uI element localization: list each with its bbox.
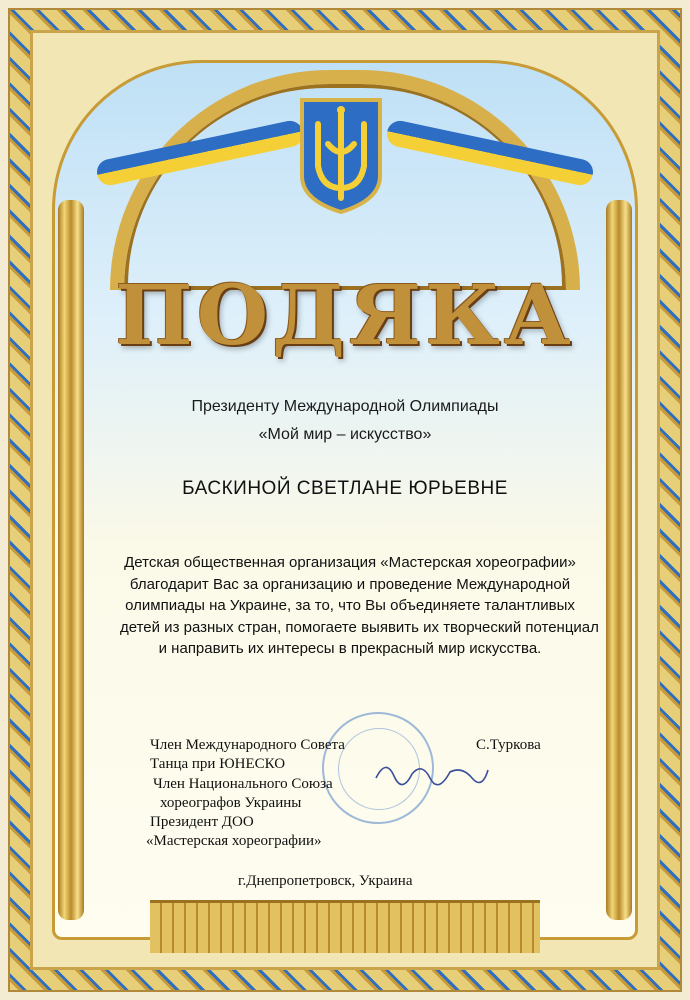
signatory-name: С.Туркова — [476, 737, 541, 753]
olympiad-name: «Мой мир – искусство» — [258, 426, 432, 443]
place: г.Днепропетровск, Украина — [238, 873, 413, 889]
handwritten-signature — [372, 752, 492, 792]
text-line: олимпиады на Украине, за то, что Вы объединяете талантливых — [125, 597, 575, 614]
signatory-title-line: Член Национального Союза — [153, 776, 333, 792]
text-line: детей из разных стран, помогаете выявить их творческий потенциал — [120, 618, 599, 636]
pillar-base — [150, 900, 540, 953]
certificate-title: ПОДЯКА — [115, 268, 575, 364]
signatory-title-line: «Мастерская хореографии» — [146, 833, 322, 849]
text-line: и направить их интересы в прекрасный мир искусства. — [158, 640, 542, 657]
recipient-position: Президенту Международной Олимпиады — [191, 398, 499, 415]
gratitude-text — [120, 552, 599, 660]
text-line: благодарит Вас за организацию и проведение Международной — [129, 575, 571, 593]
signatory-title-line: Танца при ЮНЕСКО — [150, 756, 286, 772]
signatory-title-line: Президент ДОО — [150, 814, 254, 830]
trident-emblem-icon — [298, 96, 384, 214]
text-line: Детская общественная организация «Мастерская хореографии» — [124, 554, 576, 571]
signatory-title-line: хореографов Украины — [160, 795, 302, 811]
signatory-title-line: Член Международного Совета — [150, 737, 345, 753]
recipient-name: БАСКИНОЙ СВЕТЛАНЕ ЮРЬЕВНЕ — [182, 478, 508, 499]
